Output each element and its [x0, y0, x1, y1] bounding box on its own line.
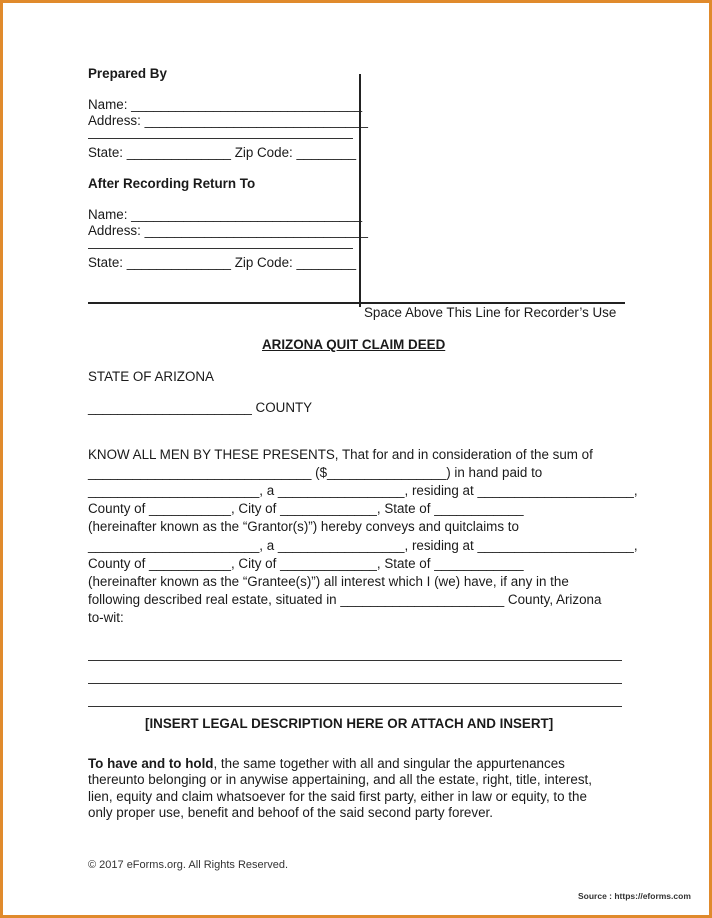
body-line-6: _______________________, a _________________, residing at _____________________,	[88, 538, 638, 553]
return-state-zip-field: State: ______________ Zip Code: ________	[88, 255, 357, 270]
body-line-10: to-wit:	[88, 610, 124, 625]
return-name-field: Name: _______________________________	[88, 207, 363, 222]
body-line-3: _______________________, a _________________, residing at _____________________,	[88, 483, 638, 498]
state-of-arizona: STATE OF ARIZONA	[88, 369, 214, 384]
recorder-vertical-divider	[359, 74, 361, 307]
return-address-field: Address: ______________________________	[88, 223, 368, 238]
body-line-8: (hereinafter known as the “Grantee(s)”) all interest which I (we) have, if any in the	[88, 574, 569, 589]
legal-description-placeholder: [INSERT LEGAL DESCRIPTION HERE OR ATTACH AND INSERT]	[145, 716, 554, 731]
county-field: ______________________ COUNTY	[88, 400, 313, 415]
habendum-line-1-rest: , the same together with all and singular the appurtenances	[213, 756, 565, 771]
return-to-heading: After Recording Return To	[88, 176, 256, 191]
body-line-2: ______________________________ ($________________) in hand paid to	[88, 465, 543, 480]
prepared-address-field: Address: ______________________________	[88, 113, 368, 128]
copyright-notice: © 2017 eForms.org. All Rights Reserved.	[88, 859, 289, 871]
body-line-5: (hereinafter known as the “Grantor(s)”) hereby conveys and quitclaims to	[88, 519, 519, 534]
legal-description-line-3	[88, 706, 622, 707]
prepared-address-line2	[88, 138, 353, 139]
body-line-7: County of ___________, City of _____________, State of ____________	[88, 556, 524, 571]
habendum-line-3: lien, equity and claim whatsoever for the said first party, either in law or equity, to the	[88, 789, 587, 804]
body-line-1: KNOW ALL MEN BY THESE PRESENTS, That for and in consideration of the sum of	[88, 447, 593, 462]
source-credit: Source : https://eforms.com	[578, 891, 691, 901]
document-title: ARIZONA QUIT CLAIM DEED	[262, 337, 446, 352]
legal-description-line-1	[88, 660, 622, 661]
prepared-state-zip-field: State: ______________ Zip Code: ________	[88, 145, 357, 160]
prepared-name-field: Name: _______________________________	[88, 97, 363, 112]
habendum-line-2: thereunto belonging or in anywise appertaining, and all the estate, right, title, interest,	[88, 772, 592, 787]
body-line-9: following described real estate, situated in ______________________ County, Arizona	[88, 592, 602, 607]
habendum-line-4: only proper use, benefit and behoof of the said second party forever.	[88, 805, 493, 820]
body-line-4: County of ___________, City of _____________, State of ____________	[88, 501, 524, 516]
recorder-horizontal-divider	[88, 302, 625, 304]
legal-description-line-2	[88, 683, 622, 684]
return-address-line2	[88, 248, 353, 249]
habendum-line-1	[88, 756, 565, 772]
recorder-note: Space Above This Line for Recorder’s Use	[364, 305, 617, 320]
prepared-by-heading: Prepared By	[88, 66, 167, 81]
habendum-bold: To have and to hold	[88, 756, 214, 771]
